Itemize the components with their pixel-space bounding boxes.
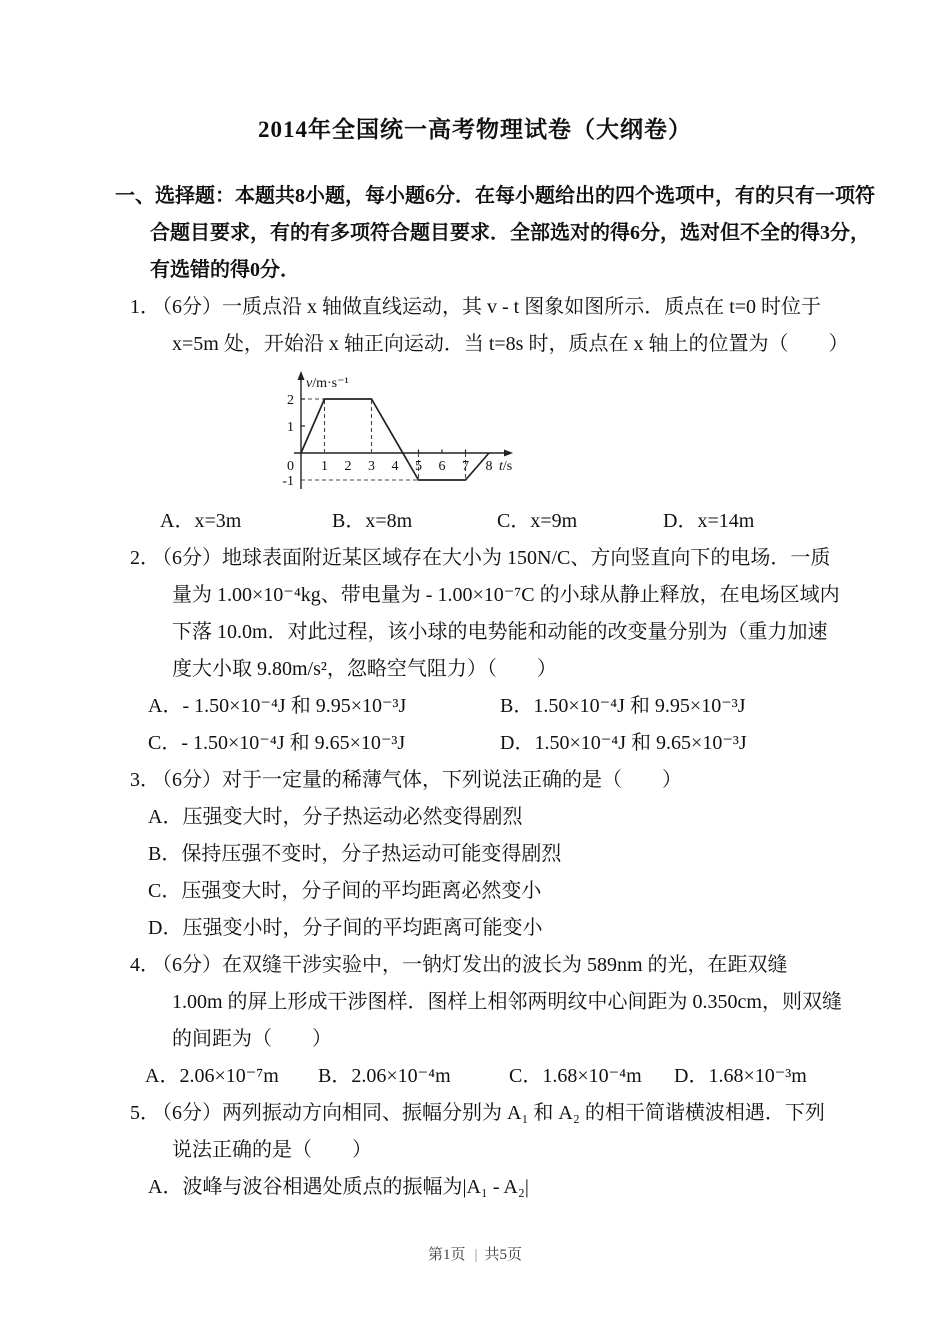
option-text: 1.68×10⁻⁴m bbox=[542, 1065, 642, 1087]
option-d bbox=[148, 910, 842, 947]
option-a bbox=[148, 799, 842, 836]
question-3 bbox=[130, 762, 842, 947]
option-label: A． bbox=[145, 1065, 180, 1087]
option-label: C． bbox=[148, 880, 182, 902]
option-a bbox=[148, 688, 500, 725]
option-d bbox=[500, 725, 747, 762]
question-number: 2． bbox=[130, 547, 160, 569]
question-1-stem bbox=[130, 289, 849, 363]
option-text: 压强变大时，分子热运动必然变得剧烈 bbox=[182, 806, 523, 828]
option-text: x=3m bbox=[194, 510, 242, 532]
option-b bbox=[332, 503, 497, 540]
question-2-stem bbox=[130, 540, 842, 688]
option-text: 2.06×10⁻⁷m bbox=[179, 1065, 279, 1087]
option-text: 1.50×10⁻⁴J 和 9.95×10⁻³J bbox=[533, 695, 746, 717]
section-heading: 一、选择题：本题共8小题，每小题6分．在每小题给出的四个选项中，有的只有一项符合题目要求，有的有多项符合题目要求．全部选对的得6分，选对但不全的得3分，有选错的得0分． bbox=[115, 185, 875, 281]
question-4-options bbox=[145, 1058, 842, 1095]
svg-text:-1: -1 bbox=[282, 474, 294, 489]
option-label: D． bbox=[148, 917, 183, 939]
svg-text:v/m·s⁻¹: v/m·s⁻¹ bbox=[306, 376, 349, 391]
question-5 bbox=[130, 1095, 842, 1206]
question-stem-text: （6分）地球表面附近某区域存在大小为 150N/C、方向竖直向下的电场．一质量为 1.00×10⁻⁴kg、带电量为 - 1.00×10⁻⁷C 的小球从静止释放，在电场区域内下落 10.0m．对此过程，该小球的电势能和动能的改变量分别为（重力加速度大小取 9.80m/s²，忽略空气阻力）（ ） bbox=[162, 547, 840, 680]
question-4 bbox=[130, 947, 842, 1095]
option-label: C． bbox=[509, 1065, 543, 1087]
question-2-options-row-1 bbox=[148, 688, 842, 725]
question-2-options-row-2 bbox=[148, 725, 842, 762]
option-label: A． bbox=[148, 806, 183, 828]
option-a bbox=[148, 1169, 842, 1206]
option-label: B． bbox=[148, 843, 182, 865]
option-label: C． bbox=[148, 732, 182, 754]
svg-text:7: 7 bbox=[462, 459, 469, 474]
svg-text:4: 4 bbox=[391, 459, 399, 474]
option-label: B． bbox=[332, 510, 366, 532]
option-text: 波峰与波谷相遇处质点的振幅为|A₁ - A₂| bbox=[182, 1176, 529, 1198]
option-c bbox=[497, 503, 663, 540]
option-text: 1.68×10⁻³m bbox=[708, 1065, 807, 1087]
svg-text:2: 2 bbox=[344, 459, 352, 474]
option-d bbox=[674, 1058, 807, 1095]
question-2 bbox=[130, 540, 842, 762]
option-label: A． bbox=[160, 510, 195, 532]
option-b bbox=[318, 1058, 509, 1095]
option-label: A． bbox=[148, 695, 183, 717]
option-label: B． bbox=[318, 1065, 352, 1087]
question-stem-text: （6分）在双缝干涉实验中，一钠灯发出的波长为 589nm 的光，在距双缝 1.00m 的屏上形成干涉图样．图样上相邻两明纹中心间距为 0.350cm，则双缝的间距为（ ） bbox=[162, 954, 842, 1050]
svg-text:8: 8 bbox=[485, 459, 493, 474]
option-text: - 1.50×10⁻⁴J 和 9.95×10⁻³J bbox=[182, 695, 407, 717]
question-4-stem bbox=[130, 947, 842, 1058]
option-c bbox=[148, 873, 842, 910]
footer-separator: | bbox=[474, 1247, 478, 1263]
option-text: 2.06×10⁻⁴m bbox=[351, 1065, 451, 1087]
option-text: 压强变小时，分子间的平均距离可能变小 bbox=[182, 917, 543, 939]
option-a bbox=[145, 1058, 318, 1095]
svg-text:2: 2 bbox=[287, 393, 294, 408]
page-title: 2014年全国统一高考物理试卷（大纲卷） bbox=[258, 117, 692, 142]
option-b bbox=[500, 688, 746, 725]
svg-text:1: 1 bbox=[287, 420, 294, 435]
option-label: D． bbox=[663, 510, 698, 532]
option-label: D． bbox=[674, 1065, 709, 1087]
option-text: x=9m bbox=[530, 510, 578, 532]
option-text: 1.50×10⁻⁴J 和 9.65×10⁻³J bbox=[534, 732, 747, 754]
option-c bbox=[509, 1058, 674, 1095]
option-label: D． bbox=[500, 732, 535, 754]
page-footer bbox=[0, 1243, 950, 1267]
option-b bbox=[148, 836, 842, 873]
svg-text:6: 6 bbox=[438, 459, 446, 474]
option-text: x=8m bbox=[365, 510, 413, 532]
page-number: 第1页 bbox=[427, 1247, 466, 1263]
svg-text:1: 1 bbox=[321, 459, 328, 474]
option-label: C． bbox=[497, 510, 531, 532]
option-text: 压强变大时，分子间的平均距离必然变小 bbox=[181, 880, 542, 902]
option-label: A． bbox=[148, 1176, 183, 1198]
question-number: 1． bbox=[130, 296, 160, 318]
question-number: 3． bbox=[130, 769, 160, 791]
svg-text:0: 0 bbox=[287, 459, 294, 474]
option-text: 保持压强不变时，分子热运动可能变得剧烈 bbox=[181, 843, 562, 865]
option-c bbox=[148, 725, 500, 762]
page-total: 共5页 bbox=[484, 1247, 523, 1263]
svg-text:t/s: t/s bbox=[499, 459, 513, 474]
svg-text:3: 3 bbox=[368, 459, 375, 474]
question-3-stem bbox=[130, 762, 842, 799]
question-stem-text: （6分）对于一定量的稀薄气体，下列说法正确的是（ ） bbox=[162, 769, 682, 791]
option-label: B． bbox=[500, 695, 534, 717]
question-number: 5． bbox=[130, 1102, 160, 1124]
q1-figure bbox=[268, 363, 842, 503]
svg-text:5: 5 bbox=[415, 459, 422, 474]
question-1 bbox=[130, 289, 849, 540]
option-a bbox=[160, 503, 332, 540]
question-5-stem bbox=[130, 1095, 842, 1169]
question-number: 4． bbox=[130, 954, 160, 976]
option-text: x=14m bbox=[697, 510, 755, 532]
vt-graph bbox=[268, 363, 520, 503]
question-1-options bbox=[160, 503, 842, 540]
document-body bbox=[0, 178, 950, 1206]
question-stem-text: （6分）一质点沿 x 轴做直线运动，其 v - t 图象如图所示．质点在 t=0 时位于 x=5m 处，开始沿 x 轴正向运动．当 t=8s 时，质点在 x 轴上的位置为（ ） bbox=[162, 296, 849, 355]
question-stem-text: （6分）两列振动方向相同、振幅分别为 A₁ 和 A₂ 的相干简谐横波相遇．下列说法正确的是（ ） bbox=[162, 1102, 825, 1161]
option-d bbox=[663, 503, 754, 540]
option-text: - 1.50×10⁻⁴J 和 9.65×10⁻³J bbox=[181, 732, 406, 754]
